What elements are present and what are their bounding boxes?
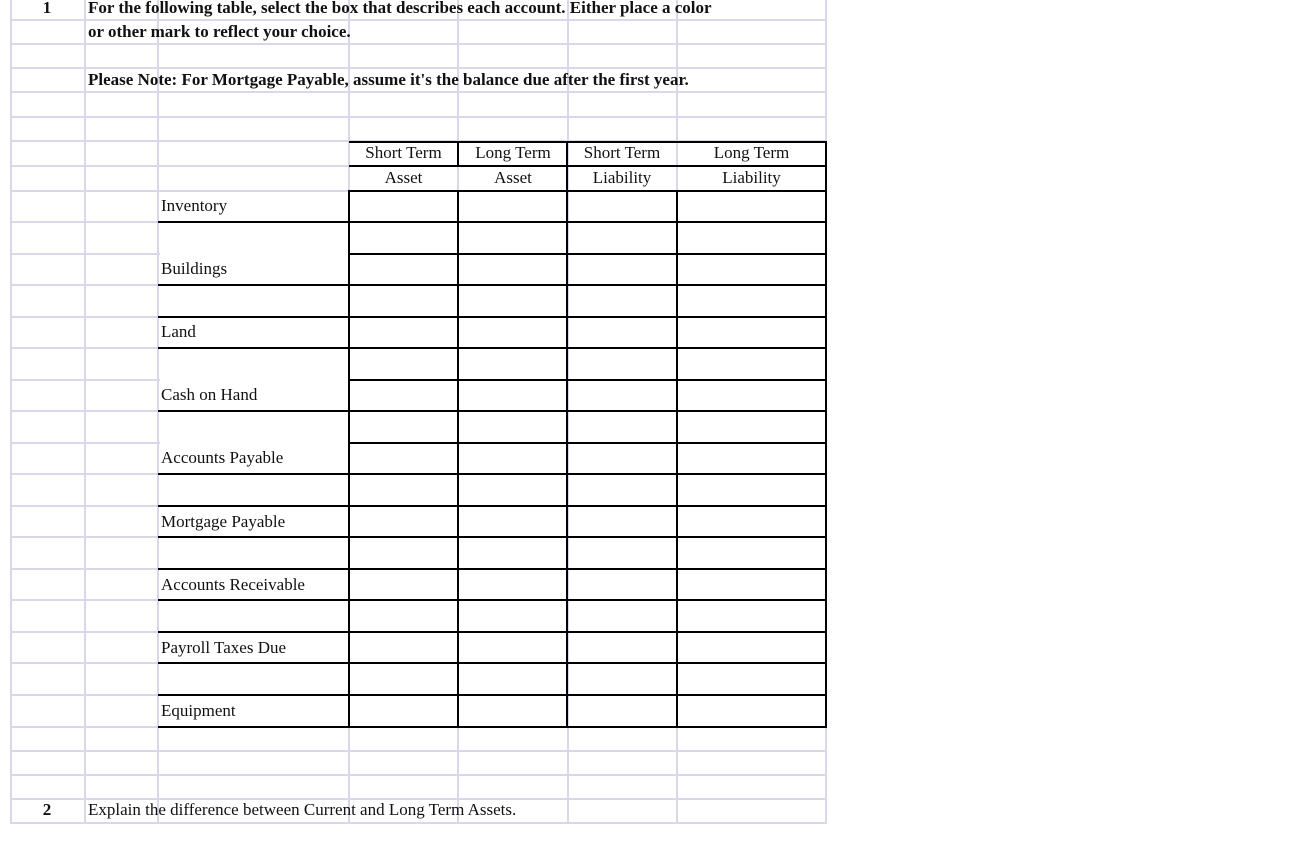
choice-cell-inventory-long-term-asset[interactable] [459,192,566,221]
choice-cell-accounts-receivable-short-term-liability[interactable] [568,603,676,632]
choice-cell-equipment-short-term-liability[interactable] [568,698,676,727]
choice-cell-equipment-short-term-liability[interactable] [568,729,676,758]
choice-cell-payroll-taxes-due-long-term-liability[interactable] [678,666,825,695]
question-2-text: Explain the difference between Current and Long Term Assets. [88,800,517,819]
choice-cell-land-short-term-asset[interactable] [350,318,457,347]
choice-cell-cash-on-hand-long-term-liability[interactable] [678,382,825,411]
gridline [10,822,827,824]
choice-cell-payroll-taxes-due-short-term-asset[interactable] [350,666,457,695]
gridline [10,0,12,824]
table-border [158,505,827,507]
table-border [158,726,827,728]
table-border [158,347,827,349]
choice-cell-accounts-payable-long-term-liability[interactable] [678,476,825,505]
table-border [457,141,459,167]
choice-cell-buildings-short-term-asset[interactable] [350,255,457,284]
gridline [10,43,827,45]
choice-cell-inventory-long-term-asset[interactable] [459,224,566,253]
table-border [457,190,459,728]
account-label-equipment: Equipment [161,701,236,720]
choice-cell-accounts-receivable-short-term-liability[interactable] [568,571,676,600]
account-label-inventory: Inventory [161,196,228,215]
choice-cell-accounts-payable-long-term-asset[interactable] [459,476,566,505]
table-border [158,536,827,538]
choice-cell-land-short-term-liability[interactable] [568,350,676,379]
choice-cell-mortgage-payable-long-term-asset[interactable] [459,540,566,569]
question-number: 1 [42,0,52,17]
table-border [349,190,827,192]
gridline [10,536,160,538]
choice-cell-cash-on-hand-short-term-liability[interactable] [568,413,676,442]
choice-cell-buildings-short-term-liability[interactable] [568,255,676,284]
header-long-term-liability-line-1: Long Term [713,143,790,162]
gridline [10,442,160,444]
choice-cell-land-short-term-asset[interactable] [350,350,457,379]
question-1-text-line-2: or other mark to reflect your choice. [88,22,351,41]
table-border [825,141,827,728]
table-border [349,442,827,444]
choice-cell-accounts-receivable-short-term-asset[interactable] [350,571,457,600]
gridline [10,316,160,318]
choice-cell-accounts-receivable-long-term-liability[interactable] [678,571,825,600]
gridline [10,599,160,601]
choice-cell-land-long-term-asset[interactable] [459,350,566,379]
table-border [158,284,827,286]
question-number: 2 [42,800,52,819]
table-border [158,221,827,223]
header-short-term-liability-line-2: Liability [592,168,652,187]
gridline [10,347,160,349]
choice-cell-accounts-receivable-short-term-asset[interactable] [350,603,457,632]
question-1-text-line-1: For the following table, select the box that describes each account. Either place a color [88,0,712,17]
gridline [10,19,827,21]
choice-cell-mortgage-payable-short-term-liability[interactable] [568,540,676,569]
gridline [10,774,827,776]
choice-cell-buildings-long-term-asset[interactable] [459,255,566,284]
account-label-land: Land [161,322,196,341]
gridline [10,505,160,507]
gridline [10,253,160,255]
gridline [10,67,827,69]
table-border [349,253,827,255]
table-border [158,316,827,318]
choice-cell-buildings-long-term-liability[interactable] [678,287,825,316]
choice-cell-accounts-receivable-long-term-liability[interactable] [678,603,825,632]
table-border [158,410,827,412]
account-label-cash-on-hand: Cash on Hand [161,385,258,404]
gridline [10,473,160,475]
gridline [10,410,160,412]
choice-cell-payroll-taxes-due-short-term-asset[interactable] [350,634,457,663]
choice-cell-mortgage-payable-long-term-liability[interactable] [678,540,825,569]
header-short-term-asset-line-2: Asset [384,168,423,187]
choice-cell-payroll-taxes-due-short-term-liability[interactable] [568,634,676,663]
choice-cell-mortgage-payable-short-term-asset[interactable] [350,508,457,537]
gridline [10,91,827,93]
choice-cell-accounts-payable-long-term-asset[interactable] [459,445,566,474]
choice-cell-land-long-term-asset[interactable] [459,318,566,347]
table-border [158,568,827,570]
choice-cell-cash-on-hand-short-term-asset[interactable] [350,382,457,411]
table-border [349,165,827,167]
question-1-note: Please Note: For Mortgage Payable, assume it's the balance due after the first year. [88,70,689,89]
choice-cell-land-long-term-liability[interactable] [678,318,825,347]
gridline [10,116,827,118]
choice-cell-cash-on-hand-short-term-liability[interactable] [568,382,676,411]
gridline [84,0,86,824]
choice-cell-mortgage-payable-long-term-asset[interactable] [459,508,566,537]
choice-cell-inventory-long-term-liability[interactable] [678,224,825,253]
gridline [10,379,160,381]
account-label-payroll-taxes-due: Payroll Taxes Due [161,638,287,657]
choice-cell-accounts-payable-long-term-liability[interactable] [678,445,825,474]
gridline [10,694,160,696]
table-border [348,190,350,728]
table-border [676,190,678,728]
choice-cell-equipment-long-term-liability[interactable] [678,698,825,727]
choice-cell-mortgage-payable-short-term-asset[interactable] [350,540,457,569]
choice-cell-payroll-taxes-due-long-term-asset[interactable] [459,666,566,695]
table-border [158,599,827,601]
table-border [158,473,827,475]
choice-cell-land-long-term-liability[interactable] [678,350,825,379]
table-border [158,662,827,664]
choice-cell-accounts-receivable-long-term-asset[interactable] [459,603,566,632]
choice-cell-inventory-short-term-liability[interactable] [568,192,676,221]
choice-cell-accounts-payable-short-term-liability[interactable] [568,445,676,474]
gridline [157,0,159,824]
choice-cell-land-short-term-liability[interactable] [568,318,676,347]
choice-cell-cash-on-hand-long-term-asset[interactable] [459,382,566,411]
account-label-buildings: Buildings [161,259,228,278]
gridline [10,662,160,664]
choice-cell-equipment-short-term-asset[interactable] [350,698,457,727]
choice-cell-payroll-taxes-due-long-term-liability[interactable] [678,634,825,663]
choice-cell-equipment-long-term-asset[interactable] [459,729,566,758]
choice-cell-buildings-short-term-asset[interactable] [350,287,457,316]
choice-cell-equipment-long-term-asset[interactable] [459,698,566,727]
choice-cell-accounts-receivable-long-term-asset[interactable] [459,571,566,600]
account-label-accounts-receivable: Accounts Receivable [161,575,305,594]
account-label-accounts-payable: Accounts Payable [161,448,284,467]
table-border [566,141,568,728]
header-short-term-asset-line-1: Short Term [365,143,442,162]
gridline [10,631,160,633]
table-border [158,694,827,696]
choice-cell-buildings-long-term-asset[interactable] [459,287,566,316]
choice-cell-cash-on-hand-long-term-liability[interactable] [678,413,825,442]
choice-cell-equipment-short-term-asset[interactable] [350,729,457,758]
gridline [10,284,160,286]
choice-cell-inventory-short-term-asset[interactable] [350,192,457,221]
choice-cell-cash-on-hand-long-term-asset[interactable] [459,413,566,442]
choice-cell-inventory-short-term-liability[interactable] [568,224,676,253]
choice-cell-mortgage-payable-long-term-liability[interactable] [678,508,825,537]
choice-cell-payroll-taxes-due-short-term-liability[interactable] [568,666,676,695]
choice-cell-buildings-short-term-liability[interactable] [568,287,676,316]
choice-cell-accounts-payable-short-term-asset[interactable] [350,476,457,505]
choice-cell-payroll-taxes-due-long-term-asset[interactable] [459,634,566,663]
choice-cell-cash-on-hand-short-term-asset[interactable] [350,413,457,442]
table-border [158,631,827,633]
gridline [10,568,160,570]
table-border [349,379,827,381]
choice-cell-buildings-long-term-liability[interactable] [678,255,825,284]
choice-cell-accounts-payable-short-term-liability[interactable] [568,476,676,505]
header-long-term-liability-line-2: Liability [722,168,781,187]
choice-cell-mortgage-payable-short-term-liability[interactable] [568,508,676,537]
choice-cell-equipment-long-term-liability[interactable] [678,729,825,758]
account-label-mortgage-payable: Mortgage Payable [161,512,286,531]
table-border [349,141,827,143]
header-long-term-asset-line-1: Long Term [475,143,551,162]
gridline [10,221,160,223]
header-short-term-liability-line-1: Short Term [583,143,661,162]
header-long-term-asset-line-2: Asset [494,168,532,187]
choice-cell-accounts-payable-short-term-asset[interactable] [350,445,457,474]
choice-cell-inventory-long-term-liability[interactable] [678,192,825,221]
choice-cell-inventory-short-term-asset[interactable] [350,224,457,253]
